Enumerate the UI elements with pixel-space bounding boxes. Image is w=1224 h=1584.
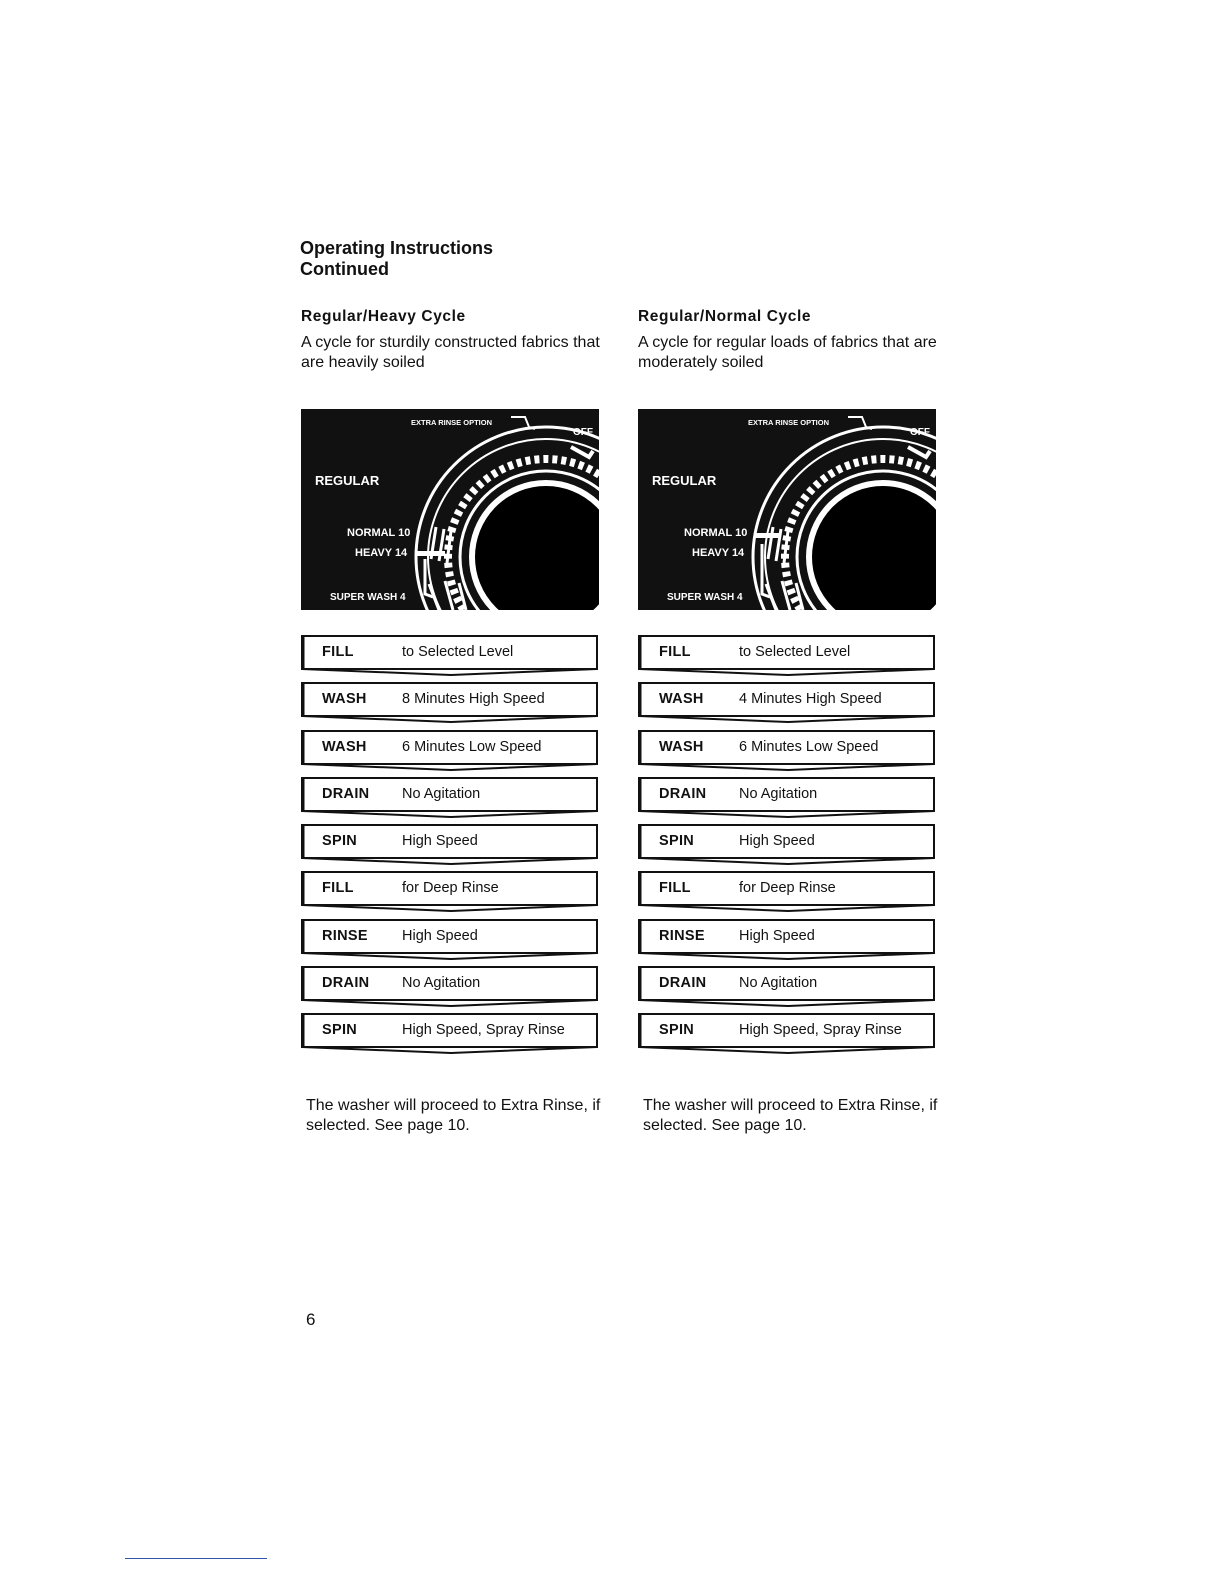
cycle-step <box>638 871 938 918</box>
dial-illustration <box>638 409 936 610</box>
cycle-step <box>301 682 601 729</box>
cycle-step <box>638 635 938 682</box>
step-detail: High Speed, Spray Rinse <box>402 1022 565 1039</box>
step-detail: 6 Minutes Low Speed <box>402 738 542 755</box>
step-action: FILL <box>659 644 691 660</box>
heavy-setting-label: HEAVY 14 <box>355 547 408 559</box>
step-action: WASH <box>659 691 704 708</box>
cycle-steps <box>301 635 601 1061</box>
cycle-description: A cycle for regular loads of fabrics that are moderately soiled <box>638 334 937 371</box>
cycle-step <box>301 635 601 682</box>
step-action: FILL <box>322 880 354 897</box>
off-label: OFF <box>910 427 930 438</box>
cycle-step <box>301 730 601 777</box>
super-wash-setting-label: SUPER WASH 4 <box>667 592 743 603</box>
cycle-step <box>301 919 601 966</box>
regular-label: REGULAR <box>652 473 717 488</box>
cycle-title: Regular/Normal Cycle <box>638 308 812 325</box>
cycle-step <box>301 1013 601 1060</box>
control-dial-panel <box>638 409 936 610</box>
cycle-step <box>301 777 601 824</box>
page-subtitle: Continued <box>300 259 389 279</box>
extra-rinse-note: The washer will proceed to Extra Rinse, if selected. See page 10. <box>643 1097 938 1134</box>
step-detail: to Selected Level <box>739 644 851 660</box>
cycle-step <box>638 730 938 777</box>
extra-rinse-option-label: EXTRA RINSE OPTION <box>748 418 829 427</box>
step-action: SPIN <box>322 1022 358 1039</box>
step-detail: High Speed, Spray Rinse <box>739 1022 902 1039</box>
step-action: DRAIN <box>659 975 707 992</box>
page-title: Operating Instructions <box>300 238 494 258</box>
step-action: RINSE <box>659 927 705 944</box>
dial-illustration <box>301 409 599 610</box>
extra-rinse-note: The washer will proceed to Extra Rinse, if selected. See page 10. <box>306 1097 601 1134</box>
cycle-step <box>638 824 938 871</box>
step-action: DRAIN <box>322 785 370 802</box>
step-action: SPIN <box>322 833 358 850</box>
dial-knob <box>753 427 936 610</box>
step-action: WASH <box>659 738 704 755</box>
cycle-step <box>301 966 601 1013</box>
extra-rinse-option-label: EXTRA RINSE OPTION <box>411 418 492 427</box>
step-action: RINSE <box>322 927 368 944</box>
step-detail: High Speed <box>402 927 478 944</box>
step-action: WASH <box>322 691 367 708</box>
cycle-step <box>638 966 938 1013</box>
step-detail: High Speed <box>739 833 815 850</box>
step-detail: 8 Minutes High Speed <box>402 691 545 708</box>
step-detail: 4 Minutes High Speed <box>739 691 882 708</box>
cycle-step <box>638 919 938 966</box>
super-wash-setting-label: SUPER WASH 4 <box>330 592 406 603</box>
regular-normal-cycle-section <box>638 308 938 1134</box>
step-detail: No Agitation <box>739 975 818 992</box>
step-action: FILL <box>322 644 354 660</box>
cycle-step <box>638 1013 938 1060</box>
normal-setting-label: NORMAL 10 <box>684 527 748 539</box>
step-detail: to Selected Level <box>402 644 514 660</box>
cycle-title: Regular/Heavy Cycle <box>301 308 466 325</box>
footer-divider <box>125 1558 267 1559</box>
step-action: DRAIN <box>322 975 370 992</box>
step-action: SPIN <box>659 1022 695 1039</box>
off-label: OFF <box>573 427 593 438</box>
step-detail: 6 Minutes Low Speed <box>739 738 879 755</box>
cycle-steps <box>638 635 938 1061</box>
step-detail: High Speed <box>739 927 815 944</box>
normal-setting-label: NORMAL 10 <box>347 527 411 539</box>
cycle-description: A cycle for sturdily constructed fabrics that are heavily soiled <box>301 334 600 371</box>
cycle-step <box>638 777 938 824</box>
step-detail: No Agitation <box>739 785 818 802</box>
cycle-step <box>301 824 601 871</box>
page-number: 6 <box>306 1310 316 1329</box>
control-dial-panel <box>301 409 599 610</box>
page-heading <box>300 238 493 280</box>
cycle-step <box>301 871 601 918</box>
step-action: SPIN <box>659 833 695 850</box>
dial-knob <box>416 427 599 610</box>
cycle-step <box>638 682 938 729</box>
heavy-setting-label: HEAVY 14 <box>692 547 745 559</box>
step-detail: No Agitation <box>402 975 481 992</box>
regular-heavy-cycle-section <box>301 308 601 1134</box>
step-detail: High Speed <box>402 833 478 850</box>
step-action: WASH <box>322 738 367 755</box>
step-detail: for Deep Rinse <box>402 880 499 897</box>
step-action: FILL <box>659 880 691 897</box>
regular-label: REGULAR <box>315 473 380 488</box>
step-action: DRAIN <box>659 785 707 802</box>
step-detail: for Deep Rinse <box>739 880 836 897</box>
step-detail: No Agitation <box>402 785 481 802</box>
